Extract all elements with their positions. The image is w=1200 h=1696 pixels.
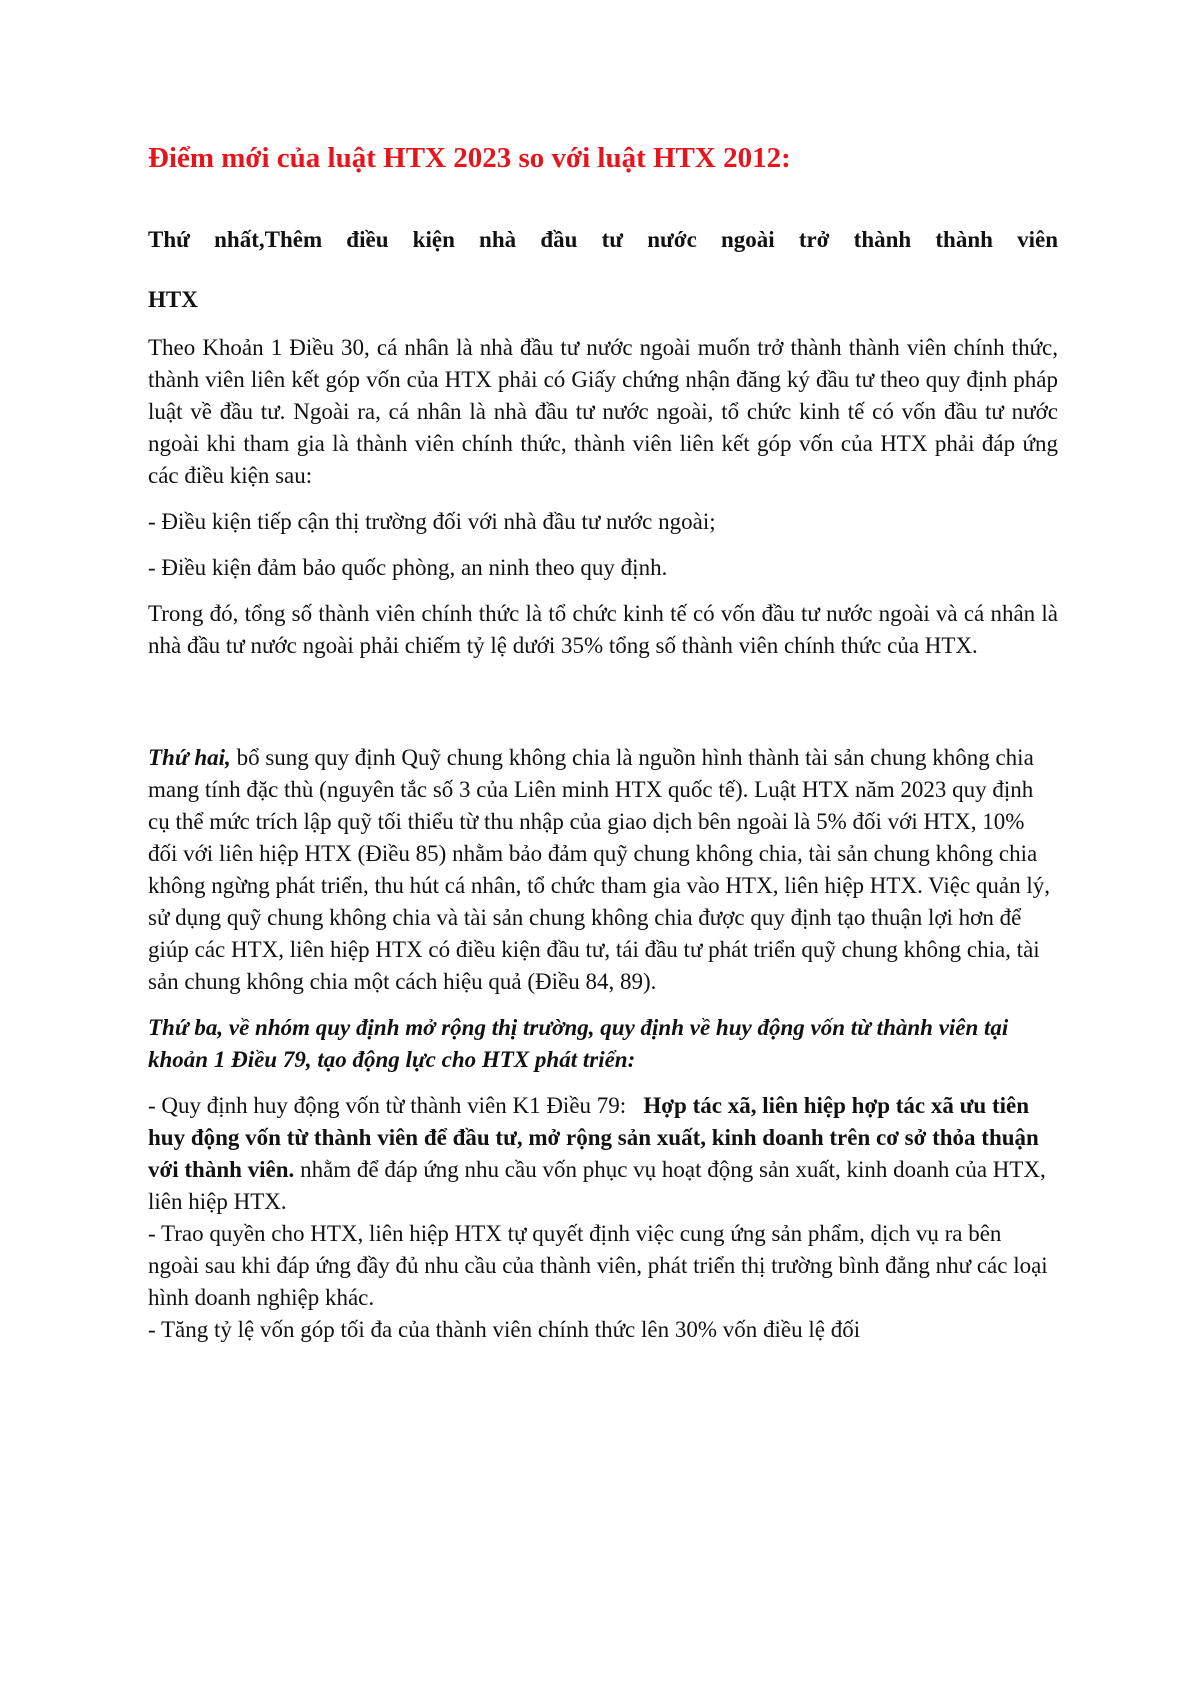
section1-heading-line1: Thứ nhất,Thêm điều kiện nhà đầu tư nước ngoài trở thành thành viên [148,227,1058,252]
section3-item1-bold: Hợp tác xã, liên hiệp hợp tác xã ưu tiên huy động vốn từ thành viên để đầu tư, mở rộng sản xuất, kinh doanh trên cơ sở thỏa thuận với thành viên. [148,1093,1039,1182]
section1-bullet2: - Điều kiện đảm bảo quốc phòng, an ninh theo quy định. [148,555,668,580]
section1-paragraph1: Theo Khoản 1 Điều 30, cá nhân là nhà đầu tư nước ngoài muốn trở thành thành viên chính thức, thành viên liên kết góp vốn của HTX phải có Giấy chứng nhận đăng ký đầu tư theo quy định pháp luật về đầu tư. Ngoài ra, cá nhân là nhà đầu tư nước ngoài, tổ chức kinh tế có vốn đầu tư nước ngoài khi tham gia là thành viên chính thức, thành viên liên kết góp vốn của HTX phải đáp ứng các điều kiện sau: [148,335,1058,488]
section3-item1-prefix: - Quy định huy động vốn từ thành viên K1 Điều 79: [148,1093,644,1118]
section3-item1-rest: nhằm để đáp ứng nhu cầu vốn phục vụ hoạt động sản xuất, kinh doanh của HTX, liên hiệp HTX. [148,1157,1046,1214]
section3-item2: - Trao quyền cho HTX, liên hiệp HTX tự quyết định việc cung ứng sản phẩm, dịch vụ ra bên ngoài sau khi đáp ứng đầy đủ nhu cầu của thành viên, phát triển thị trường bình đẳng như các loại hình doanh nghiệp khác. [148,1221,1048,1310]
section1-heading-line2: HTX [148,287,198,312]
document-content [148,140,1058,1346]
section1-paragraph2: Trong đó, tổng số thành viên chính thức là tổ chức kinh tế có vốn đầu tư nước ngoài và cá nhân là nhà đầu tư nước ngoài phải chiếm tỷ lệ dưới 35% tổng số thành viên chính thức của HTX. [148,601,1058,658]
spacer [148,676,1058,742]
section1-bullet1: - Điều kiện tiếp cận thị trường đối với nhà đầu tư nước ngoài; [148,509,716,534]
section2-lead: Thứ hai, [148,745,231,770]
section1-heading [148,210,1058,330]
section3-item1 [148,1090,1058,1218]
section3-heading: Thứ ba, về nhóm quy định mở rộng thị trường, quy định về huy động vốn từ thành viên tại khoản 1 Điều 79, tạo động lực cho HTX phát triển: [148,1015,1009,1072]
section3-list [148,1090,1058,1346]
section2-paragraph [148,742,1058,998]
section3-item3: - Tăng tỷ lệ vốn góp tối đa của thành viên chính thức lên 30% vốn điều lệ đối [148,1317,861,1342]
document-title: Điểm mới của luật HTX 2023 so với luật HTX 2012: [148,142,791,174]
section2-body: bổ sung quy định Quỹ chung không chia là nguồn hình thành tài sản chung không chia mang tính đặc thù (nguyên tắc số 3 của Liên minh HTX quốc tế). Luật HTX năm 2023 quy định cụ thể mức trích lập quỹ tối thiểu từ thu nhập của giao dịch bên ngoài là 5% đối với HTX, 10% đối với liên hiệp HTX (Điều 85) nhằm bảo đảm quỹ chung không chia, tài sản chung không chia không ngừng phát triển, thu hút cá nhân, tổ chức tham gia vào HTX, liên hiệp HTX. Việc quản lý, sử dụng quỹ chung không chia và tài sản chung không chia được quy định tạo thuận lợi hơn để giúp các HTX, liên hiệp HTX có điều kiện đầu tư, tái đầu tư phát triển quỹ chung không chia, tài sản chung không chia một cách hiệu quả (Điều 84, 89). [148,745,1051,994]
